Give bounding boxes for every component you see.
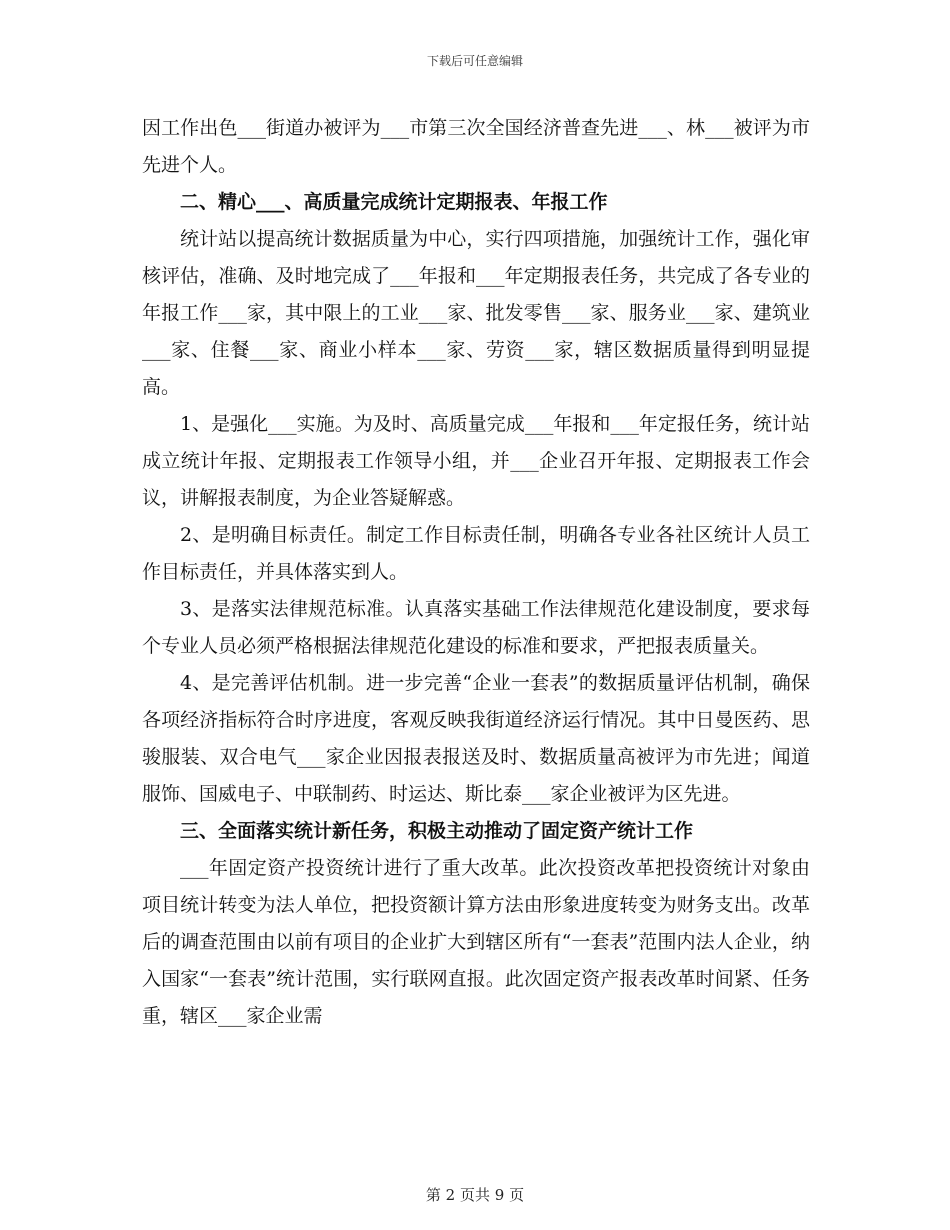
- section-heading-2: 二、精心___、高质量完成统计定期报表、年报工作: [180, 191, 608, 213]
- paragraph-item-4: 4、是完善评估机制。进一步完善“企业一套表”的数据质量评估机制，确保各项经济指标符合时序进度，客观反映我街道经济运行情况。其中日曼医药、思骏服装、双合电气___家企业因报表报送及时、数据质量高被评为市先进；闻道服饰、国威电子、中联制药、时运达、斯比泰___家企业被评为区先进。: [142, 672, 810, 805]
- paragraph-item-1: 1、是强化___实施。为及时、高质量完成___年报和___年定报任务，统计站成立统计年报、定期报表工作领导小组，并___企业召开年报、定期报表工作会议，讲解报表制度，为企业答疑解惑。: [142, 413, 810, 509]
- paragraph-1: 因工作出色___街道办被评为___市第三次全国经济普查先进___、林___被评为市先进个人。: [142, 117, 810, 176]
- document-body: [142, 110, 810, 1035]
- paragraph-item-3: 3、是落实法律规范标准。认真落实基础工作法律规范化建设制度，要求每个专业人员必须严格根据法律规范化建设的标准和要求，严把报表质量关。: [142, 598, 810, 657]
- paragraph-item-2: 2、是明确目标责任。制定工作目标责任制，明确各专业各社区统计人员工作目标责任，并具体落实到人。: [142, 524, 810, 583]
- page-footer: 第 2 页共 9 页: [425, 1186, 525, 1204]
- section-heading-3: 三、全面落实统计新任务，积极主动推动了固定资产统计工作: [180, 820, 694, 842]
- paragraph-last: ___年固定资产投资统计进行了重大改革。此次投资改革把投资统计对象由项目统计转变为法人单位，把投资额计算方法由形象进度转变为财务支出。改革后的调查范围由以前有项目的企业扩大到辖区所有“一套表”范围内法人企业，纳入国家“一套表”统计范围，实行联网直报。此次固定资产报表改革时间紧、任务重，辖区___家企业需: [142, 857, 810, 1027]
- page-header: 下载后可任意编辑: [426, 54, 523, 68]
- paragraph-3: 统计站以提高统计数据质量为中心，实行四项措施，加强统计工作，强化审核评估，准确、及时地完成了___年报和___年定期报表任务，共完成了各专业的年报工作___家，其中限上的工业___家、批发零售___家、服务业___家、建筑业___家、住餐___家、商业小样本___家、劳资___家，辖区数据质量得到明显提高。: [142, 228, 810, 398]
